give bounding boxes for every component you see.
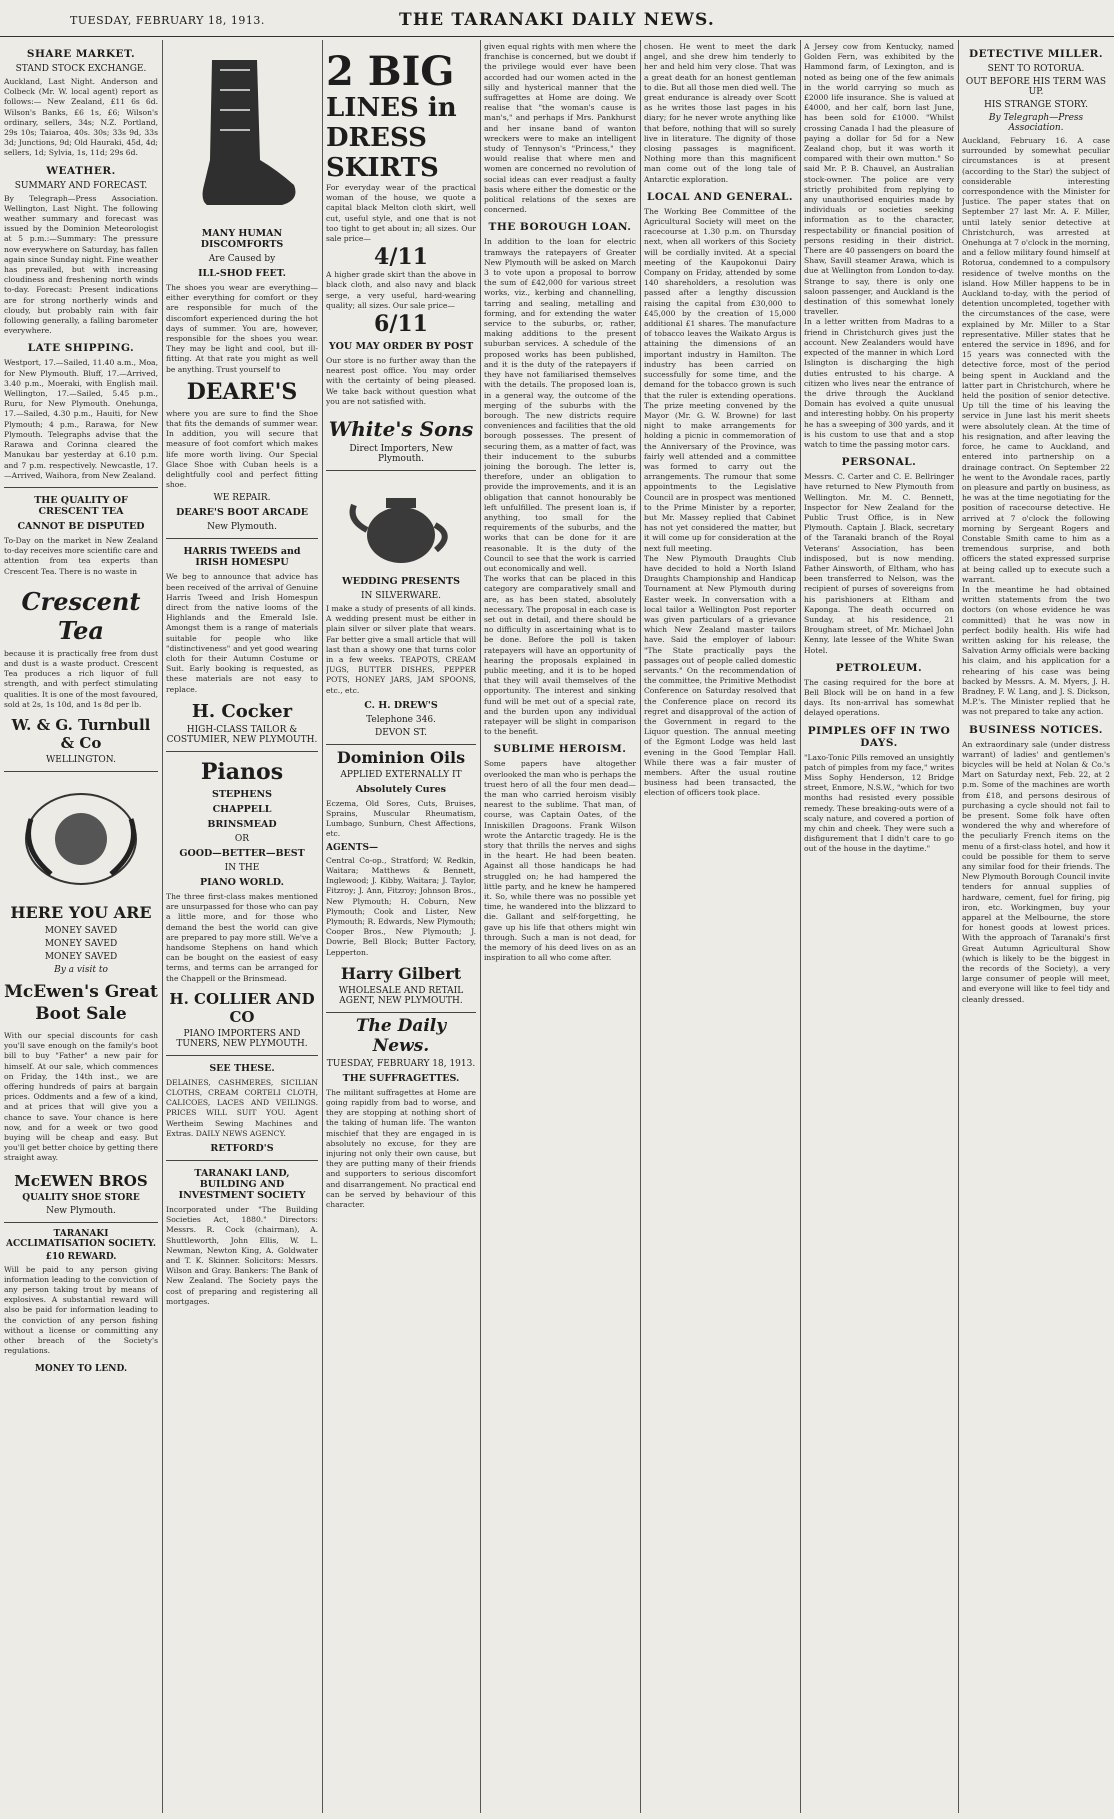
turnbull-name: W. & G. Turnbull & Co xyxy=(11,715,151,752)
telephone-line: Telephone 346. xyxy=(366,714,436,725)
column-1 xyxy=(4,42,158,1813)
absolutely-cures-line: Absolutely Cures xyxy=(356,783,446,795)
drew-name: C. H. DREW'S xyxy=(364,699,438,711)
detective-heading: DETECTIVE MILLER. xyxy=(969,48,1103,60)
deare-location: New Plymouth. xyxy=(207,522,277,533)
wedding-heading: WEDDING PRESENTS xyxy=(342,576,460,588)
dominion-oils-heading: Dominion Oils xyxy=(336,747,466,767)
by-visit-line: By a visit to xyxy=(54,964,108,975)
petroleum-heading: PETROLEUM. xyxy=(835,661,923,674)
personal-text: Messrs. C. Carter and C. E. Bellringer have returned to New Plymouth from Wellington. Mr. M. C. Bennett, Inspector for New Zealand for the Public Trust Office, is in New Plymouth. Captain J. Black, secretary of the Taranaki branch of the Royal Veterans' Association, has been indisposed, but is now mending. Father Ainsworth, of Eltham, who has been transferred to Nelson, was the recipient of purses of sovereigns from his parishioners at Eltham and Kaponga. The death occurred on Sunday, at his residence, 21 Brougham street, of Mr. Michael John Kenny, late lessee of the White Swan Hotel. xyxy=(804,472,954,655)
telegraph-line: By Telegraph—Press Association. xyxy=(988,113,1084,133)
collier-name: H. COLLIER AND CO xyxy=(169,989,315,1026)
sent-subheading: SENT TO ROTORUA. xyxy=(987,64,1085,74)
column-6 xyxy=(804,42,954,1813)
land-building-notice xyxy=(166,1160,318,1307)
wedding-presents-advert xyxy=(326,470,476,738)
hands-illustration-icon xyxy=(11,779,151,899)
column-2 xyxy=(166,42,318,1813)
discomforts-heading: MANY HUMAN DISCOMFORTS xyxy=(200,228,284,250)
or-line: OR xyxy=(234,833,250,844)
harris-tweeds-advert xyxy=(166,538,318,744)
cocker-sub: HIGH-CLASS TAILOR & COSTUMIER, NEW PLYMOUTH. xyxy=(166,724,318,745)
dominion-text: Eczema, Old Sores, Cuts, Bruises, Sprains, Muscular Rheumatism, Lumbago, Sunburn, Chest Affections, etc. xyxy=(326,798,476,839)
mcewen-bros-name: McEWEN BROS xyxy=(14,1171,148,1190)
acclimatisation-heading: TARANAKI ACCLIMATISATION SOCIETY. xyxy=(6,1228,156,1249)
column-rule xyxy=(958,40,959,1813)
stock-exchange-heading: STAND STOCK EXCHANGE. xyxy=(15,64,147,74)
column-rule xyxy=(480,40,481,1813)
retford-name: RETFORD'S xyxy=(210,1142,274,1154)
chappell-line: CHAPPELL xyxy=(212,803,272,815)
see-these-heading: SEE THESE. xyxy=(209,1062,275,1074)
brinsmead-line: BRINSMEAD xyxy=(207,818,277,830)
retford-text: DELAINES, CASHMERES, SICILIAN CLOTHS, CREAM CORTELI CLOTH, CALICOES, LACES AND VEILINGS. PRICES WILL SUIT YOU. Agent Wertheim Sewing Machines and Extras. DAILY NEWS AGENCY. xyxy=(166,1077,318,1138)
local-general-heading: LOCAL AND GENERAL. xyxy=(646,190,794,203)
dress-skirts-advert xyxy=(326,48,476,464)
dress-skirts-heading: DRESS SKIRTS xyxy=(326,123,439,183)
borough-loan-text-2: The works that can be placed in this category are comparatively small and are, as has been stated, absolutely necessary. The proposal in each case is set out in detail, and there should be no difficulty in ascertaining what is to be done. Before the poll is taken ratepayers will have an opportunity of hearing the proposals explained in public meeting, and it is to be hoped that they will avail themselves of the opportunity. The interest and sinking fund will be met out of a special rate, and the burden upon any individual ratepayer will be slight in comparison to the benefit. xyxy=(484,574,636,737)
reward-heading: £10 REWARD. xyxy=(45,1251,117,1262)
cannot-dispute-line: CANNOT BE DISPUTED xyxy=(17,520,145,532)
good-better-best-line: GOOD—BETTER—BEST xyxy=(179,847,305,859)
column-rule xyxy=(640,40,641,1813)
local-general-text-2: The New Plymouth Draughts Club have decided to hold a North Island Draughts Championship and Handicap Tournament at New Plymouth during Easter week. In conversation with a local tailor a Wellington Post reporter was given particulars of a grievance which New Zealand master tailors have. Said the employer of labour: "The State practically pays the passages out of people called domestic servants." On the recommendation of the committee, the Primitive Methodist Conference on Saturday resolved that the Conference place on record its regret and disapproval of the action of the Government in regard to the Liquor question. The annual meeting of the Egmont Lodge was held last evening in the Good Templar Hall. While there was a fair muster of members. After the usual routine business had been transacted, the election of officers took place. xyxy=(644,553,796,798)
detective-text-2: In the meantime he had obtained written statements from the two doctors (on whose evidence he was committed) that he was now in perfect bodily health. His wife had written asking for his release, the Salvation Army officials were backing his claim, and his application for a rehearing of his case was being backed by Messrs. A. M. Myers, J. H. Bradney, F. W. Lang, and J. S. Dickson, M.P.'s. The Minister replied that he was not prepared to take any action. xyxy=(962,584,1110,717)
dominion-oils-advert xyxy=(326,744,476,1006)
money-saved-line: MONEY SAVED xyxy=(44,925,118,936)
lines-in-heading: LINES in xyxy=(326,93,457,123)
tea-quality-line: THE QUALITY OF CRESCENT TEA xyxy=(34,494,128,517)
column-3 xyxy=(326,42,476,1813)
column-5 xyxy=(644,42,796,1813)
mcewens-advert xyxy=(4,771,158,1216)
pianos-heading: Pianos xyxy=(200,758,284,785)
land-building-heading: TARANAKI LAND, BUILDING AND INVESTMENT SOCIETY xyxy=(178,1167,306,1201)
column-rule xyxy=(800,40,801,1813)
column-6-text: A Jersey cow from Kentucky, named Golden Fern, was exhibited by the Hammond farm, of Lexington, and is noted as being one of the few animals in the world carrying so much as £2000 life insurance. She is valued at £4000, and her calf, born last June, has been sold for £1000. "Whilst crossing Canada I had the pleasure of paying a dollar for 5d for a New Zealand chop, but it was worth it compared with their own mutton." So said Mr. P. B. Chauvel, an Australian stock-owner. The police are very strictly prohibited from replying to any unauthorised enquiries made by individuals or societies seeking information as to the character, respectability or financial position of persons residing in their district. There are 40 passengers on board the Shaw, Savill steamer Arawa, which is due at Wellington from London to-day. Strange to say, there is only one saloon passenger, and Auckland is the destination of this somewhat lonely traveller. xyxy=(804,42,954,317)
devon-line: DEVON ST. xyxy=(375,727,427,738)
suffragettes-text: The militant suffragettes at Home are going rapidly from bad to worse, and they are stopping at nothing short of the taking of human life. The wanton mischief that they are engaged in is absolutely no excuse, for they are injuring not only their own cause, but they are putting many of their friends and supporters to serious discomfort and disarrangement. No practical end can be served by behaviour of this character. xyxy=(326,1087,476,1209)
business-notices-heading: BUSINESS NOTICES. xyxy=(969,723,1103,736)
column-rule xyxy=(162,40,163,1813)
editorial xyxy=(326,1012,476,1210)
two-big-heading: 2 BIG xyxy=(326,48,455,95)
harry-gilbert-name: Harry Gilbert xyxy=(340,963,462,983)
borough-loan-heading: THE BOROUGH LOAN. xyxy=(488,221,632,234)
money-saved-line: MONEY SAVED xyxy=(44,951,118,962)
boot-sale-text: With our special discounts for cash you'll save enough on the family's boot bill to buy "Father" a new pair for himself. At our sale, which commences on Friday, the 14th inst., we are offering hundreds of pairs at bargain prices. Oddments and a few of a kind, and at prices that will give you a chance to save. Your chance is here now, and for a week or two good buying will be cheap and easy. But you'll get better choice by getting there straight away. xyxy=(4,1030,158,1163)
money-saved-line: MONEY SAVED xyxy=(44,938,118,949)
harris-text: We beg to announce that advice has been received of the arrival of Genuine Harris Tweed and Irish Homespun direct from the native looms of the Highlands and the Emerald Isle. Amongst them is a range of materials suitable for people who like "distinctiveness" and yet good wearing cloth for their Autumn Costume or Suit. Early booking is requested, as these materials are not easy to replace. xyxy=(166,572,318,694)
share-report-text: Auckland, Last Night. Anderson and Colbeck (Mr. W. local agent) report as follows:— New Zealand, £11 6s 6d. Wilson's Banks, £6 1s, £6; Wilson's ordinary, sellers, 34s; N.Z. Portland, 29s 10s; Taiaroa, 40s. 30s; 33s 9d, 33s 3d; Junctions, 9d; Old Hauraki, 45d, 4d; sellers, 1d; Sylvia, 1s, 11d; 29s 6d. xyxy=(4,77,158,158)
skirts-text: For everyday wear of the practical woman of the house, we quote a capital black Melton cloth skirt, well cut, useful style, and one that is not too tight to get about in; all sizes. Our sale price— xyxy=(326,183,476,244)
masthead xyxy=(0,0,1114,37)
reward-text: Will be paid to any person giving information leading to the conviction of any person taking trout by means of explosives. A substantial reward will also be paid for information leading to the conviction of any person fishing without a license or committing any other breach of the Society's regulations. xyxy=(4,1264,158,1356)
boot-illustration-icon xyxy=(182,50,302,220)
out-before-subheading: OUT BEFORE HIS TERM WAS UP. xyxy=(965,77,1107,97)
ill-shod-line: ILL-SHOD FEET. xyxy=(198,268,286,279)
in-the-line: IN THE xyxy=(224,862,260,873)
wedding-text: I make a study of presents of all kinds. A wedding present must be either in plain silver or silver plate that wears. Far better give a small article that will last than a showy one that turns color in a few weeks. TEAPOTS, CREAM JUGS, BUTTER DISHES, PEPPER POTS, HONEY JARS, JAM SPOONS, etc., etc. xyxy=(326,604,476,695)
weather-text: By Telegraph—Press Association. Wellington, Last Night. The following weather summary and forecast was issued by the Dominion Meteorologist at 5 p.m.:—Summary: The pressure now everywhere on Saturday, has fallen again since Sunday night. Fine weather has prevailed, but with increasing cloudiness and freshening north winds to-day. Forecast: Present indications are for strong northerly winds and cloudy, but probably rain with fair following generally, a falling barometer everywhere. xyxy=(4,193,158,336)
deares-name: DEARE'S xyxy=(186,378,298,405)
mail-order-line: YOU MAY ORDER BY POST xyxy=(328,341,474,353)
piano-world-line: PIANO WORLD. xyxy=(200,876,284,888)
share-market-heading: SHARE MARKET. xyxy=(26,48,136,60)
mail-order-text: Our store is no further away than the nearest post office. You may order with the certainty of being pleased. We take back without question what you are not satisfied with. xyxy=(326,356,476,406)
sublime-text: Some papers have altogether overlooked the man who is perhaps the truest hero of all the four men dead—the man who carried heroism visibly nearest to the sublime. That man, of course, was Captain Oates, of the Inniskillen Dragoons. Frank Wilson wrote the Antarctic tragedy. He is the story that thrills the nerves and sighs in the heart. He had been beaten. Against all those handicaps he had struggled on; he had hampered the little party, and he knew he hampered it. So, while there was no possible yet time, he wandered into the blizzard to die. Gallant and self-forgetting, he gave up his life that others might win through. Such a man is not dead, for the memory of his deed lives on as an inspiration to all who come after. xyxy=(484,759,636,963)
tea-advert-text-2: because it is practically free from dust and dust is a waste product. Crescent Tea produces a rich liquor of full strength, and with perfect stimulating qualities. It is one of the most favoured, sold at 2s, 1s 10d, and 1s 8d per lb. xyxy=(4,648,158,709)
here-you-are-heading: HERE YOU ARE xyxy=(10,902,152,922)
column-6-text-2: In a letter written from Madras to a friend in Christchurch gives just the account. New Zealanders would have expected of the manner in which Lord Islington is discharging the high duties entrusted to his charge. A citizen who lives near the entrance of the drive through the Auckland Domain has evolved a quite unusual and interesting hobby. On his property he has a sweeping of 300 yards, and it is his custom to use that and a stop watch to time the passing motor cars. xyxy=(804,317,954,449)
price-2: 6/11 xyxy=(374,311,428,338)
acclimatisation-notice xyxy=(4,1222,158,1375)
local-general-text: The Working Bee Committee of the Agricultural Society will meet on the racecourse at 1.30 p.m. on Thursday next, when all workers of this Society will be cordially invited. At a special meeting of the Kaupokonui Dairy Company on Friday, attended by some 140 shareholders, a resolution was passed after a lengthy discussion raising the capital from £30,000 to £45,000 by the creation of 15,000 additional £1 shares. The manufacture of tobacco leaves the Waikato Argus is attaining the dimensions of an important industry in Hamilton. The industry has been carried on successfully for some time, and the demand for the tobacco grown is such that the ruler is extending operations. The prize meeting convened by the Mayor (Mr. G. W. Browne) for last night to make arrangements for holding a picnic in commemoration of the Anniversary of the Province, was fairly well attended and a committee was formed to carry out the arrangements. The rumour that some appointments to the Legislative Council are in prospect was mentioned to the Prime Minister by a reporter, but Mr. Massey replied that Cabinet has not yet considered the matter, but it will come up for consideration at the next full meeting. xyxy=(644,206,796,553)
teapot-illustration-icon xyxy=(346,480,456,570)
column-7 xyxy=(962,42,1110,1813)
column-4 xyxy=(484,42,636,1813)
pimples-text: "Laxo-Tonic Pills removed an unsightly patch of pimples from my face," writes Miss Sophy Henderson, 12 Bridge street, Enmore, N.S.W., "which for two months had resisted every possible remedy. These breaking-outs were of a scaly nature, and covered a portion of my chin and cheek. They were such a disfigurement that I didn't care to go out of the house in the daytime." xyxy=(804,752,954,854)
cocker-name: H. Cocker xyxy=(191,700,293,722)
piano-text: The three first-class makes mentioned are unsurpassed for those who can pay a little more, and for those who demand the best the world can give are prepared to pay more still. We've a handsome Stephens on hand which can be bought on the easiest of easy terms, and terms can be arranged for the Chappell or the Brinsmead. xyxy=(166,891,318,983)
weather-subheading: SUMMARY AND FORECAST. xyxy=(14,180,148,191)
petroleum-text: The casing required for the bore at Bell Block will be on hand in a few days. Its non-arrival has somewhat delayed operations. xyxy=(804,677,954,718)
money-to-lend-heading: MONEY TO LEND. xyxy=(34,1364,128,1375)
tea-advert xyxy=(4,487,158,765)
whites-sons-logo: White's Sons xyxy=(328,417,474,442)
crescent-tea-logo: Crescent Tea xyxy=(21,586,141,645)
wholesale-line: WHOLESALE AND RETAIL AGENT, NEW PLYMOUTH. xyxy=(338,985,464,1006)
harris-tweeds-heading: HARRIS TWEEDS and IRISH HOMESPU xyxy=(183,546,301,569)
agents-line: AGENTS— xyxy=(326,842,378,853)
mcewen-location: New Plymouth. xyxy=(46,1205,116,1216)
newspaper-title: THE TARANAKI DAILY NEWS. xyxy=(399,10,715,30)
applied-line: APPLIED EXTERNALLY IT xyxy=(340,769,462,780)
weather-heading: WEATHER. xyxy=(46,164,116,177)
borough-loan-text: In addition to the loan for electric tramways the ratepayers of Greater New Plymouth will be asked on March 3 to vote upon a proposal to borrow the sum of £42,000 for various street works, viz., kerbing and channelling, tarring and sealing, metalling and forming, and for extending the water service to the suburbs, or, rather, making additions to the present suburban services. A schedule of the proposed works has been published, and it is the duty of the ratepayers if they have not familiarised themselves with the details. The proposed loan is, in a general way, the outcome of the merging of the suburbs with the borough. The new districts require conveniences and facilities that the old borough possesses. The present of securing them, as a matter of fact, was their inducement to the suburbs joining the borough. The letter is, therefore, under an obligation to provide the improvements, and it is an obligation that cannot honourably be left unfulfilled. The present loan is, if anything, too small for the requirements of the suburbs, and the works that can be done for it are reasonable. It is the duty of the Council to see that the work is carried out economically and well. xyxy=(484,237,636,573)
turnbull-location: WELLINGTON. xyxy=(46,754,116,765)
shoe-store-line: QUALITY SHOE STORE xyxy=(22,1192,140,1203)
silverware-line: IN SILVERWARE. xyxy=(360,591,442,602)
stephens-line: STEPHENS xyxy=(211,788,273,800)
column-rule xyxy=(322,40,323,1813)
agents-list: Central Co-op., Stratford; W. Redkin, Waitara; Matthews & Bennett, Inglewood; J. Kibby, Waitara; J. Taylor, Fitzroy; J. Ann, Fitzroy; Johnson Bros., New Plymouth; H. Coburn, New Plymouth; Cook and Lister, New Plymouth; R. Edwards, New Plymouth; Cooper Bros., New Plymouth; J. Dowrie, Bell Block; Butter Factory, Lepperton. xyxy=(326,855,476,957)
detective-text: Auckland, February 16. A case surrounded by somewhat peculiar circumstances is at present (according to the Star) the subject of considerable interesting correspondence with the Minister for Justice. The paper states that on September 27 last Mr. A. F. Miller, until lately senior detective at Christchurch, was arrested at Onehunga at 7 o'clock in the morning, and a fellow military found himself at Rotorua, condemned to a compulsory residence of twelve months on the island. How Miller happens to be in Auckland to-day, with the period of detention uncompleted, together with the circumstances of the case, were explained by Mr. Miller to a Star representative. Miller states that he entered the service in 1896, and for 15 years was connected with the detective force, most of the period being spent in Auckland and the latter part in Christchurch, where he held the position of senior detective. Up till the time of his leaving the service in June last his merit sheets were absolutely clean. At the time of his resignation, and after leaving the force, he came to Auckland, and entered into partnership on a drainage contract. On September 22 he went to the Avondale races, partly on pleasure and partly on business, as he was at the time negotiating for the position of racecourse detective. He arrived at 7 o'clock the following morning by Sergeant Rogers and Constable Smith came to him as a tremendous surprise, and both officers the stated expressed surprise at being called up to execute such a warrant. xyxy=(962,136,1110,584)
column-5-text: chosen. He went to meet the dark angel, and she drew him tenderly to her and held him very close. That was a great death for an honest gentleman to die. But all those men died well. The great endurance is already over Scott as he writes those last pages in his diary; for he never wrote anything like that before, nothing that will so surely live in literature. The dignity of those closing passages is magnificent. Nothing more than this magnificent man come out of the long tale of Antarctic exploration. xyxy=(644,42,796,184)
personal-heading: PERSONAL. xyxy=(841,456,917,469)
suffragettes-heading: THE SUFFRAGETTES. xyxy=(342,1072,460,1084)
deare-text: The shoes you wear are everything—either everything for comfort or they are responsible for much of the discomfort experienced during the hot days of summer. You are, however, responsible for the shoes you wear. They may be light and cool, but ill-fitting. At that rate you might as well be anything. Trust yourself to xyxy=(166,283,318,374)
we-repair-line: WE REPAIR. xyxy=(213,493,271,504)
tea-advert-text: To-Day on the market in New Zealand to-day receives more scientific care and attention from tea experts than Crescent Tea. There is no waste in xyxy=(4,535,158,576)
late-shipping-heading: LATE SHIPPING. xyxy=(27,342,135,355)
caused-line: Are Caused by xyxy=(208,254,276,264)
strange-story-subheading: HIS STRANGE STORY. xyxy=(983,100,1089,110)
issue-date: TUESDAY, FEBRUARY 18, 1913. xyxy=(70,14,265,27)
daily-news-title: The Daily News. xyxy=(355,1015,447,1056)
skirts-text-2: A higher grade skirt than the above in black cloth, and also navy and black serge, a very useful, hard-wearing quality; all sizes. Our sale price— xyxy=(326,270,476,310)
deare-text-2: where you are sure to find the Shoe that fits the demands of summer wear. In addition, you will secure that measure of foot comfort which makes life more worth living. Our Special Glace Shoe with Cuban heels is a delightfully cool and perfect fitting shoe. xyxy=(166,408,318,490)
retford-advert xyxy=(166,1055,318,1154)
mcewens-boot-sale: McEwen's Great Boot Sale xyxy=(4,981,158,1024)
boot-arcade-line: DEARE'S BOOT ARCADE xyxy=(176,507,308,519)
collier-sub: PIANO IMPORTERS AND TUNERS, NEW PLYMOUTH. xyxy=(176,1028,308,1049)
editorial-date: TUESDAY, FEBRUARY 18, 1913. xyxy=(326,1058,476,1069)
business-text: An extraordinary sale (under distress warrant) of ladies' and gentlemen's bicycles will be held at Nolan & Co.'s Mart on Saturday next, Feb. 22, at 2 p.m. Some of the machines are worth from £18, and persons desirous of purchasing a cycle should not fail to be present. Some folk have often wondered the why and wherefore of the peculiarly French items on the menu of a first-class hotel, and how it could be possible for them to serve any similar food for their friends. The New Plymouth Borough Council invite tenders for annual supplies of hardware, cement, fuel for firing, pig iron, etc. Workingmen, buy your apparel at the Melbourne, the store for honest goods at lowest prices. With the approach of Taranaki's first Great Autumn Agricultural Show (which is likely to be the biggest in the records of the Society), a very large consumer of people will meet, and everyone will like to feel tidy and cleanly dressed. xyxy=(962,739,1110,1004)
pianos-advert xyxy=(166,751,318,1049)
price-1: 4/11 xyxy=(374,244,428,271)
sublime-heroism-heading: SUBLIME HEROISM. xyxy=(493,743,627,756)
column-4-text: given equal rights with men where the franchise is concerned, but we doubt if the privilege would ever have been accorded had our women acted in the silly and hysterical manner that the suffragettes at Home are doing. We realise that "the woman's cause is man's," and perhaps if Mrs. Pankhurst and her insane band of wanton wreckers were to make an intelligent study of Tennyson's "Princess," they would realise that where men and women are concerned no revolution of social ideas can ever readjust a faulty basis where either the domestic or the political relations of the sexes are concerned. xyxy=(484,42,636,215)
shipping-text: Westport, 17.—Sailed, 11.40 a.m., Moa, for New Plymouth. Bluff, 17.—Arrived, 3.40 p.m., Moeraki, with English mail. Wellington, 17.—Sailed, 5.45 p.m., Ruru, for New Plymouth. Onehunga, 17.—Sailed, 4.30 p.m., Hauiti, for New Plymouth; 4 p.m., Rarawa, for New Plymouth. Telegraphs advise that the Rarawa and Corinna cleared the Manukau bar yesterday at 6.10 p.m. and 7 p.m. respectively. Newcastle, 17.—Arrived, Waihora, from New Zealand. xyxy=(4,358,158,480)
pimples-heading: PIMPLES OFF IN TWO DAYS. xyxy=(807,724,951,749)
direct-importers-line: Direct Importers, New Plymouth. xyxy=(349,444,453,465)
land-building-text: Incorporated under "The Building Societies Act, 1880." Directors: Messrs. R. Cock (chairman), A. Shuttleworth, John Ellis, W. L. Newman, Newton King, A. Goldwater and T. K. Skinner. Solicitors: Messrs. Wilson and Gray. Bankers: The Bank of New Zealand. The Society pays the cost of preparing and registering all mortgages. xyxy=(166,1204,318,1306)
